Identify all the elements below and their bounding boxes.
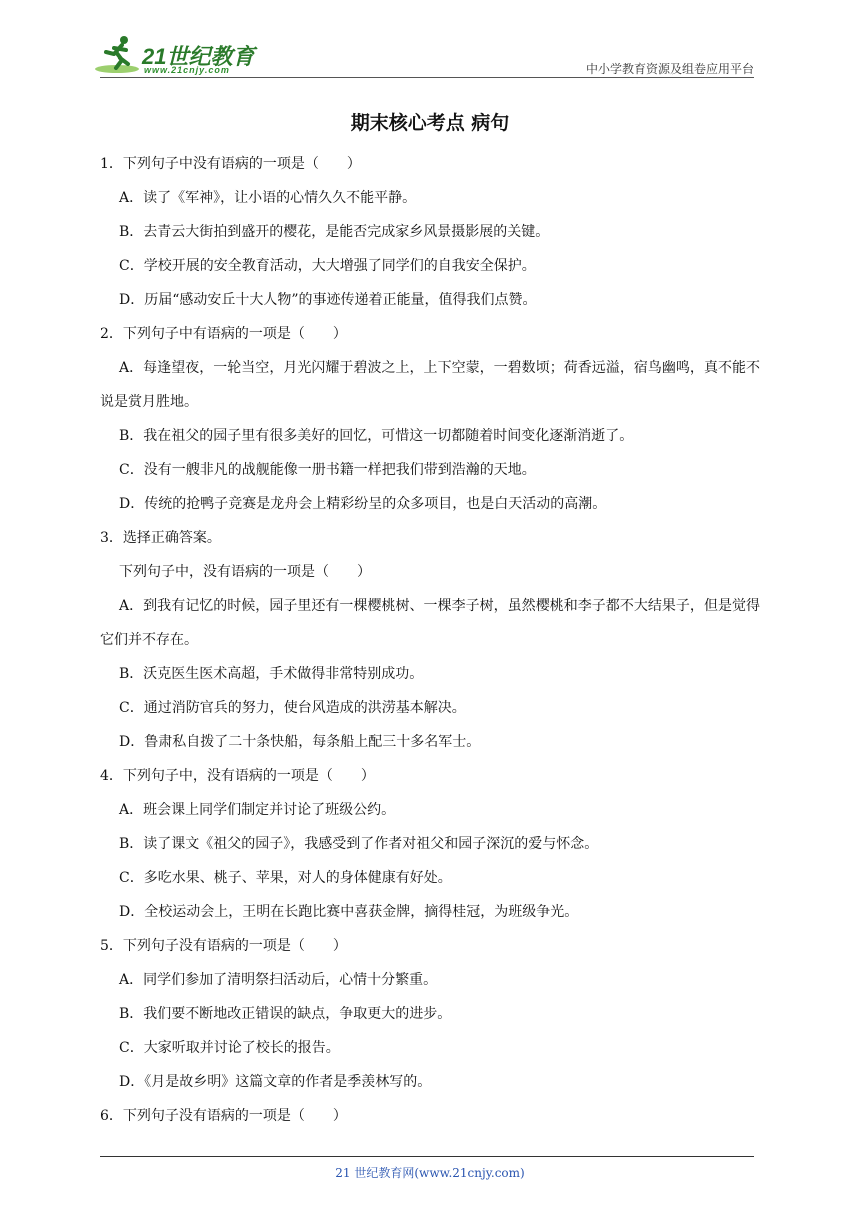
question-option: B．我在祖父的园子里有很多美好的回忆，可惜这一切都随着时间变化逐渐消逝了。 [119, 428, 634, 444]
question-option: D．全校运动会上，王明在长跑比赛中喜获金牌，摘得桂冠，为班级争光。 [119, 904, 579, 920]
question-option: A．读了《军神》，让小语的心情久久不能平静。 [119, 190, 417, 206]
question-option: A．班会课上同学们制定并讨论了班级公约。 [119, 802, 396, 818]
question-stem: 4．下列句子中，没有语病的一项是（ ） [100, 768, 375, 784]
question-stem: 6．下列句子没有语病的一项是（ ） [100, 1108, 347, 1124]
page-footer: 21 世纪教育网(www.21cnjy.com) [335, 1166, 525, 1180]
question-option: D．传统的抢鸭子竞赛是龙舟会上精彩纷呈的众多项目，也是白天活动的高潮。 [119, 496, 607, 512]
question-sub-stem: 下列句子中，没有语病的一项是（ ） [119, 564, 371, 580]
page-header [0, 0, 860, 82]
question-option: B．去青云大街拍到盛开的樱花，是能否完成家乡风景摄影展的关键。 [119, 224, 550, 240]
question-option: C．学校开展的安全教育活动，大大增强了同学们的自我安全保护。 [119, 258, 536, 274]
question-option: D．历届“感动安丘十大人物”的事迹传递着正能量，值得我们点赞。 [119, 292, 537, 308]
question-list [100, 147, 760, 1133]
question-option: D．鲁肃私自拨了二十条快船，每条船上配三十多名军士。 [119, 734, 481, 750]
question-option: A．每逢望夜，一轮当空，月光闪耀于碧波之上，上下空蒙，一碧数顷；荷香远溢，宿鸟幽鸣，真不能不说是赏月胜地。 [100, 360, 760, 410]
question-option: C．多吃水果、桃子、苹果，对人的身体健康有好处。 [119, 870, 452, 886]
question-option: C．大家听取并讨论了校长的报告。 [119, 1040, 340, 1056]
page-title: 期末核心考点 病句 [350, 112, 510, 134]
question-stem: 5．下列句子没有语病的一项是（ ） [100, 938, 347, 954]
question-option: B．我们要不断地改正错误的缺点，争取更大的进步。 [119, 1006, 452, 1022]
question-option: B．沃克医生医术高超，手术做得非常特别成功。 [119, 666, 424, 682]
question-option: A．同学们参加了清明祭扫活动后，心情十分繁重。 [119, 972, 438, 988]
footer-divider [100, 1156, 754, 1157]
question-stem: 1．下列句子中没有语病的一项是（ ） [100, 156, 361, 172]
question-option: C．没有一艘非凡的战舰能像一册书籍一样把我们带到浩瀚的天地。 [119, 462, 536, 478]
logo-wordmark: 21世纪教育 [142, 44, 255, 69]
runner-logo-icon [94, 34, 140, 76]
question-option: C．通过消防官兵的努力，使台风造成的洪涝基本解决。 [119, 700, 466, 716]
header-divider [100, 77, 754, 78]
question-option: B．读了课文《祖父的园子》，我感受到了作者对祖父和园子深沉的爱与怀念。 [119, 836, 599, 852]
logo-url: www.21cnjy.com [144, 65, 230, 75]
question-stem: 2．下列句子中有语病的一项是（ ） [100, 326, 347, 342]
logo [94, 34, 264, 78]
question-stem: 3．选择正确答案。 [100, 530, 221, 546]
question-option: A．到我有记忆的时候，园子里还有一棵樱桃树、一棵李子树，虽然樱桃和李子都不大结果子，但是觉得它们并不存在。 [100, 598, 760, 648]
platform-name: 中小学教育资源及组卷应用平台 [585, 62, 754, 76]
question-option: D．《月是故乡明》这篇文章的作者是季羡林写的。 [119, 1074, 432, 1090]
